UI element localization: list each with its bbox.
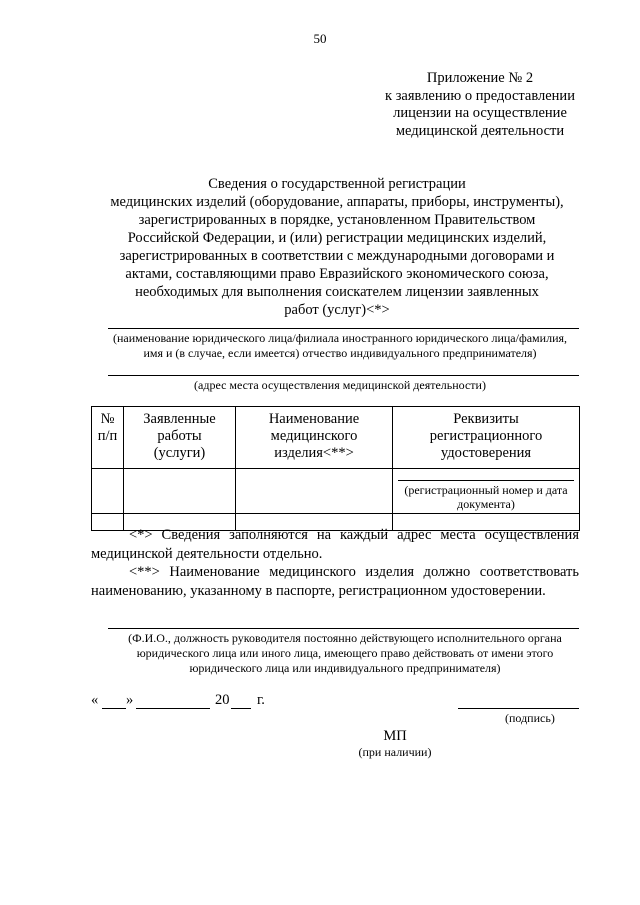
- caption-line: имя и (в случае, если имеется) отчество индивидуального предпринимателя): [143, 346, 537, 360]
- header-device-name: [236, 407, 393, 469]
- title-line: зарегистрированных в соответствии с международными договорами и: [119, 248, 555, 264]
- caption-line: юридического лица или индивидуального предпринимателя): [189, 661, 501, 675]
- title-line: актами, составляющими право Евразийского экономического союза,: [125, 266, 549, 282]
- header-text: (услуги): [153, 445, 206, 461]
- appendix-header: [330, 70, 630, 140]
- signature-field-line[interactable]: [458, 708, 579, 709]
- header-text: медицинского: [270, 428, 358, 444]
- head-name-caption: [90, 631, 600, 676]
- appendix-line: лицензии на осуществление: [393, 105, 567, 121]
- header-text: Заявленные: [143, 411, 216, 427]
- org-name-caption: [70, 331, 610, 361]
- caption-line: (регистрационный номер и дата: [404, 483, 568, 497]
- date-day-field[interactable]: [102, 708, 126, 709]
- table-row: [92, 469, 580, 514]
- title-line: Российской Федерации, и (или) регистрации медицинских изделий,: [127, 230, 547, 246]
- document-title: [82, 175, 592, 319]
- header-text: Реквизиты: [453, 411, 519, 427]
- caption-line: (Ф.И.О., должность руководителя постоянно действующего исполнительного органа: [128, 631, 562, 645]
- appendix-line: к заявлению о предоставлении: [385, 87, 575, 104]
- address-field-line[interactable]: [108, 375, 579, 376]
- header-certificate-requisites: [393, 407, 580, 469]
- header-text: регистрационного: [429, 428, 543, 444]
- title-line: необходимых для выполнения соискателем лицензии заявленных: [135, 284, 539, 300]
- header-declared-works: [124, 407, 236, 469]
- registration-table: [91, 406, 580, 531]
- title-line: Сведения о государственной регистрации: [208, 176, 466, 192]
- appendix-line: медицинской деятельности: [395, 122, 565, 139]
- header-text: №: [100, 411, 115, 427]
- cell-certificate-requisites[interactable]: [393, 469, 580, 514]
- date-month-field[interactable]: [136, 708, 210, 709]
- appendix-title: Приложение № 2: [426, 70, 534, 86]
- footnotes: [91, 526, 579, 600]
- registration-number-line: [398, 480, 574, 481]
- seal-block: [300, 727, 490, 760]
- caption-line: (наименование юридического лица/филиала иностранного юридического лица/фамилия,: [112, 331, 568, 345]
- header-text: п/п: [97, 428, 118, 444]
- title-line: зарегистрированных в порядке, установленном Правительством: [138, 212, 536, 228]
- org-name-field-line[interactable]: [108, 328, 579, 329]
- table-header-row: [92, 407, 580, 469]
- signature-caption: (подпись): [505, 711, 555, 725]
- title-line: работ (услуг)<*>: [284, 302, 390, 318]
- footnote-2: <**> Наименование медицинского изделия должно соответствовать наименованию, указанному в паспорте, регистрационном удостоверении.: [91, 564, 579, 599]
- seal-note: (при наличии): [358, 745, 432, 759]
- head-name-field-line[interactable]: [108, 628, 579, 629]
- date-year-field[interactable]: [231, 708, 251, 709]
- page-number: 50: [313, 31, 327, 46]
- header-text: Наименование: [268, 411, 360, 427]
- date-close-quote: »: [126, 692, 134, 708]
- title-line: медицинских изделий (оборудование, аппараты, приборы, инструменты),: [110, 194, 564, 210]
- caption-line: документа): [457, 497, 515, 511]
- registration-number-caption: [395, 483, 577, 511]
- footnote-1: <*> Сведения заполняются на каждый адрес места осуществления медицинской деятельности отдельно.: [91, 527, 579, 562]
- caption-line: юридического лица или иного лица, имеющего право действовать от имени этого: [136, 646, 554, 660]
- date-year-prefix: 20: [215, 692, 230, 708]
- address-caption: [70, 378, 610, 393]
- header-text: работы: [157, 428, 202, 444]
- date-year-suffix: г.: [257, 692, 265, 708]
- caption-line: (адрес места осуществления медицинской деятельности): [194, 378, 486, 392]
- cell-declared-works[interactable]: [124, 469, 236, 514]
- cell-number[interactable]: [92, 469, 124, 514]
- date-open-quote: «: [91, 692, 99, 708]
- seal-label: МП: [383, 728, 407, 744]
- header-number: [92, 407, 124, 469]
- header-text: удостоверения: [440, 445, 532, 461]
- header-text: изделия<**>: [274, 445, 354, 461]
- cell-device-name[interactable]: [236, 469, 393, 514]
